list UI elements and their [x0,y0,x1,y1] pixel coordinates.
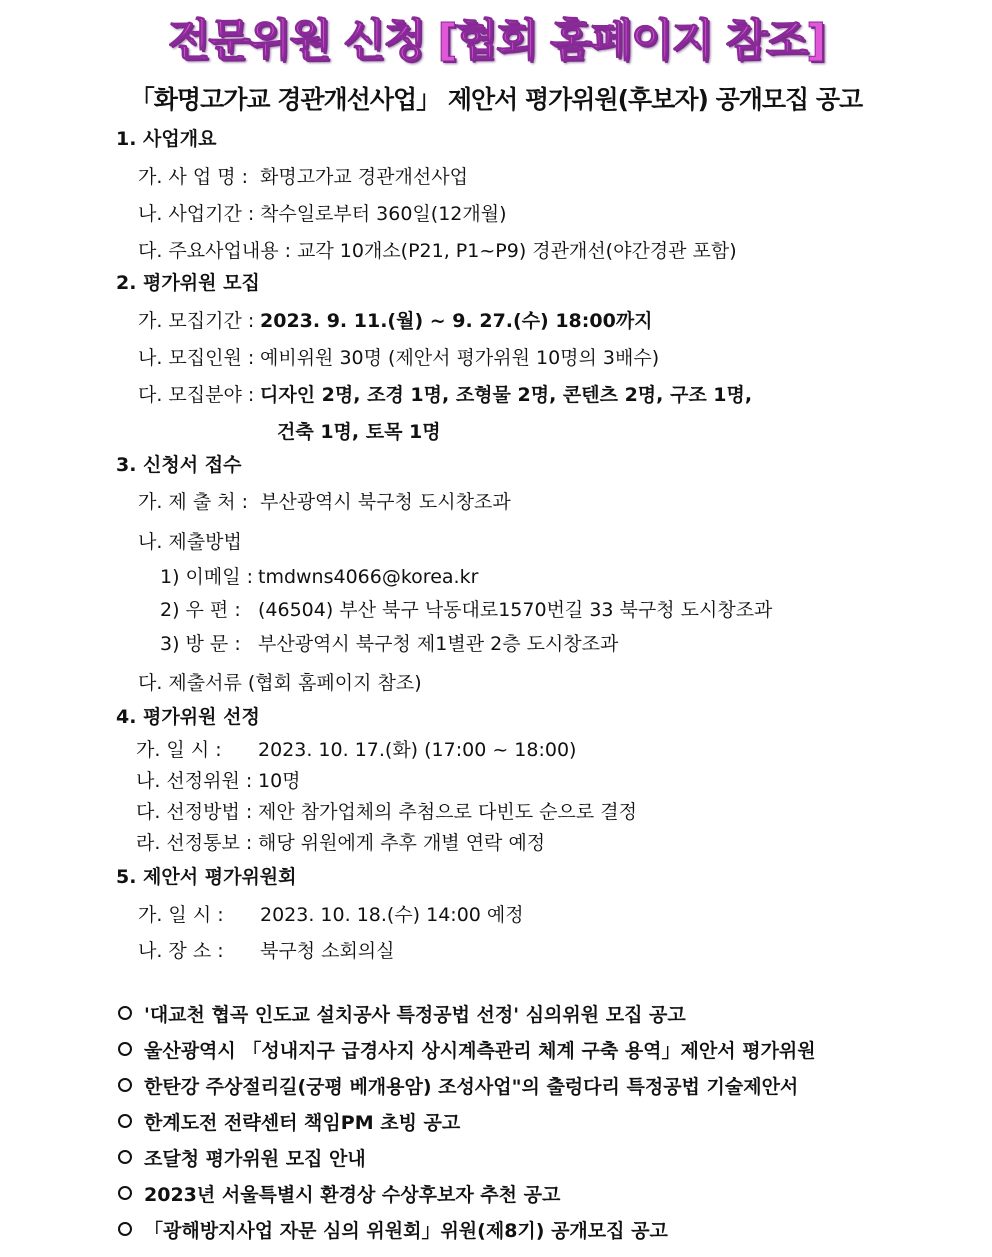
address-value: 부산광역시 북구청 제1별관 2층 도시창조과 [258,633,619,655]
s2-period [138,306,653,333]
link-text: 「광해방지사업 자문 심의 위원회」위원(제8기) 공개모집 공고 [144,1220,668,1242]
circle-bullet-icon [118,1186,132,1200]
value: 10명 [258,770,301,792]
s1-content [138,236,737,263]
value: 2023. 10. 17.(화) (17:00 ~ 18:00) [258,739,577,761]
label: 3) 방 문 : [160,633,241,655]
value: 해당 위원에게 추후 개별 연락 예정 [258,832,546,854]
link-text: 한계도전 전략센터 책임PM 초빙 공고 [144,1112,461,1134]
value: 교각 10개소(P21, P1~P9) 경관개선(야간경관 포함) [297,240,737,262]
related-link[interactable] [118,1072,798,1099]
link-text: 2023년 서울특별시 환경상 수상후보자 추천 공고 [144,1184,561,1206]
s1-period [138,199,507,226]
related-link[interactable] [118,1036,816,1063]
label: 나. 모집인원 : [138,347,255,369]
circle-bullet-icon [118,1078,132,1092]
circle-bullet-icon [118,1114,132,1128]
section-2-heading: 2. 평가위원 모집 [116,272,260,294]
value: 2023. 10. 18.(수) 14:00 예정 [260,904,524,926]
address-value: (46504) 부산 북구 낙동대로1570번길 33 북구청 도시창조과 [258,599,773,621]
banner-title: 전문위원 신청 [협회 홈페이지 참조] [167,15,825,66]
value: 2023. 9. 11.(월) ~ 9. 27.(수) 18:00까지 [260,310,653,332]
circle-bullet-icon [118,1150,132,1164]
s2-count [138,343,659,370]
s2-fields-cont: 건축 1명, 토목 1명 [277,421,441,443]
label: 나. 사업기간 : [138,203,255,225]
s1-project-name [138,162,468,189]
s3-mail [160,595,772,622]
circle-bullet-icon [118,1006,132,1020]
s2-fields [138,380,752,407]
link-text: 조달청 평가위원 모집 안내 [144,1148,366,1170]
s4-method [136,797,637,824]
document-title: 「화명고가교 경관개선사업」 제안서 평가위원(후보자) 공개모집 공고 [129,85,863,114]
label: 가. 모집기간 : [138,310,255,332]
email-value: tmdwns4066@korea.kr [258,566,479,588]
section-1-heading: 1. 사업개요 [116,128,217,150]
section-3-heading: 3. 신청서 접수 [116,454,242,476]
value: 예비위원 30명 (제안서 평가위원 10명의 3배수) [260,347,660,369]
label: 가. 사 업 명 : [138,166,249,188]
link-text: '대교천 협곡 인도교 설치공사 특정공법 선정' 심의위원 모집 공고 [144,1004,686,1026]
label: 나. 장 소 : [138,940,224,962]
label: 가. 일 시 : [138,904,224,926]
related-link[interactable] [118,1216,668,1243]
s5-datetime [138,900,524,927]
value: 화명고가교 경관개선사업 [260,166,468,188]
s3-documents: 다. 제출서류 (협회 홈페이지 참조) [138,672,422,694]
s3-submit-to [138,487,511,514]
label: 가. 일 시 : [136,739,222,761]
s3-visit [160,629,618,656]
value: 제안 참가업체의 추첨으로 다빈도 순으로 결정 [258,801,637,823]
s3-method-heading: 나. 제출방법 [138,531,242,553]
label: 나. 선정위원 : [136,770,253,792]
label: 라. 선정통보 : [136,832,253,854]
label: 가. 제 출 처 : [138,491,249,513]
value: 착수일로부터 360일(12개월) [260,203,507,225]
s3-email [160,562,478,589]
related-link[interactable] [118,1180,560,1207]
related-link[interactable] [118,1000,686,1027]
section-4-heading: 4. 평가위원 선정 [116,706,260,728]
link-text: 울산광역시 「성내지구 급경사지 상시계측관리 체계 구축 용역」제안서 평가위원 [144,1040,816,1062]
label: 다. 선정방법 : [136,801,253,823]
related-link[interactable] [118,1108,460,1135]
value: 북구청 소회의실 [260,940,395,962]
label: 1) 이메일 : [160,566,254,588]
label: 다. 모집분야 : [138,384,255,406]
circle-bullet-icon [118,1222,132,1236]
label: 2) 우 편 : [160,599,241,621]
label: 다. 주요사업내용 : [138,240,291,262]
s5-place [138,936,395,963]
s4-members [136,766,301,793]
circle-bullet-icon [118,1042,132,1056]
s4-datetime [136,735,576,762]
link-text: 한탄강 주상절리길(궁평 베개용암) 조성사업"의 출렁다리 특정공법 기술제안서 [144,1076,799,1098]
value: 부산광역시 북구청 도시창조과 [260,491,511,513]
related-link[interactable] [118,1144,366,1171]
s4-notice [136,828,545,855]
section-5-heading: 5. 제안서 평가위원회 [116,866,297,888]
value: 디자인 2명, 조경 1명, 조형물 2명, 콘텐츠 2명, 구조 1명, [260,384,753,406]
